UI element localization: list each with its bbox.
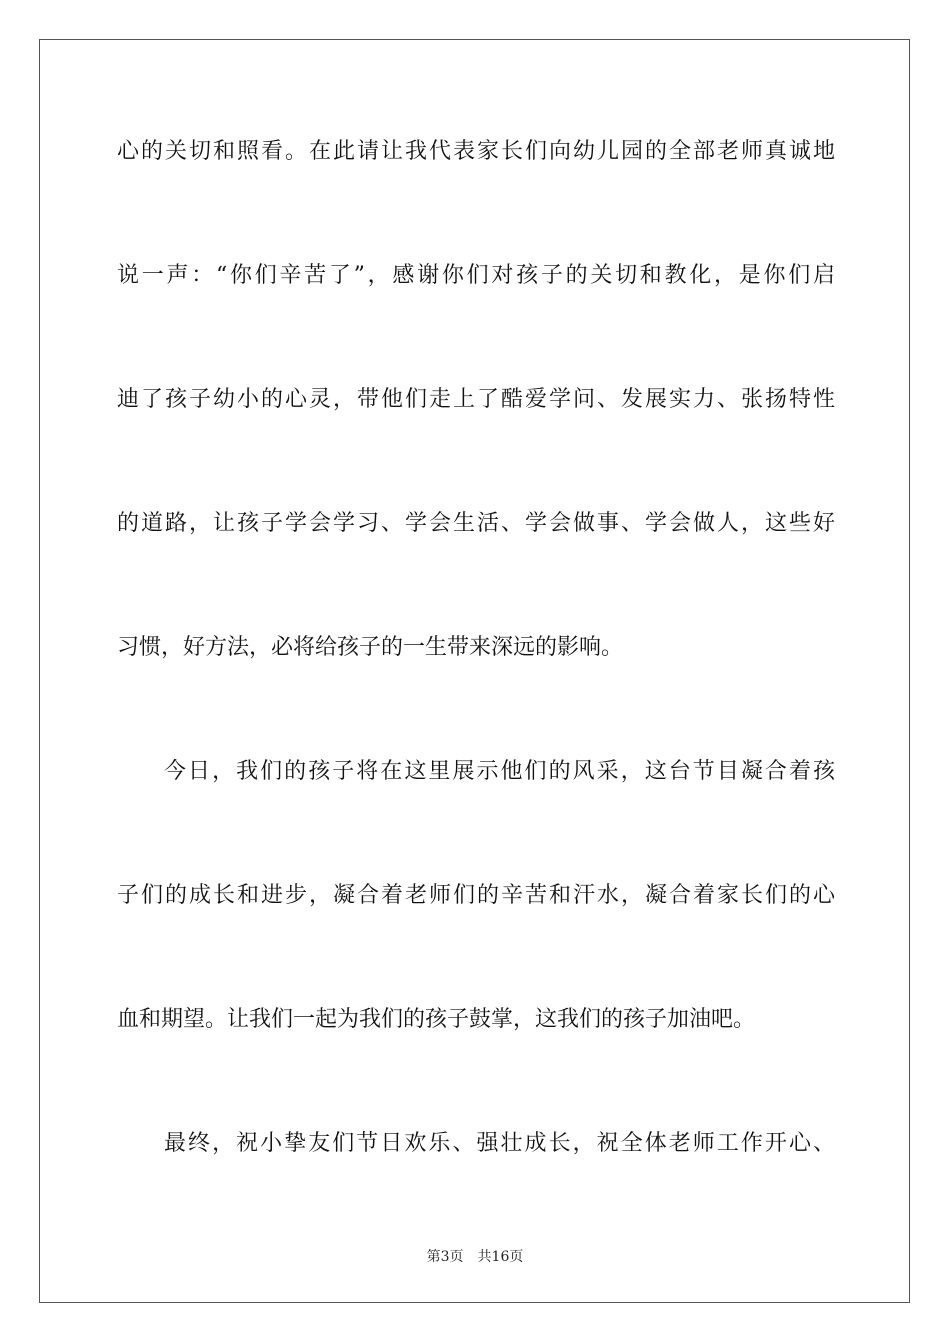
text-line-4: 的道路，让孩子学会学习、学会生活、学会做事、学会做人，这些好 bbox=[117, 511, 835, 536]
paragraph-start-line: 最终，祝小挚友们节日欢乐、强壮成长，祝全体老师工作开心、 bbox=[164, 1131, 835, 1156]
text-line-5: 习惯，好方法，必将给孩子的一生带来深远的影响。 bbox=[117, 635, 624, 660]
page-total: 共16页 bbox=[477, 1249, 524, 1265]
text-line-7: 子们的成长和进步，凝合着老师们的辛苦和汗水，凝合着家长们的心 bbox=[117, 883, 835, 908]
paragraph-start-line: 今日，我们的孩子将在这里展示他们的风采，这台节目凝合着孩 bbox=[164, 759, 835, 784]
text-line-3: 迪了孩子幼小的心灵，带他们走上了酷爱学问、发展实力、张扬特性 bbox=[117, 387, 835, 412]
text-line-1: 心的关切和照看。在此请让我代表家长们向幼儿园的全部老师真诚地 bbox=[117, 139, 835, 164]
page-footer bbox=[0, 1247, 950, 1267]
text-line-8: 血和期望。让我们一起为我们的孩子鼓掌，这我们的孩子加油吧。 bbox=[117, 1007, 756, 1032]
page-number: 第3页 bbox=[426, 1249, 464, 1265]
page-border bbox=[39, 39, 910, 1303]
text-line-2: 说一声：“你们辛苦了”，感谢你们对孩子的关切和教化，是你们启 bbox=[117, 263, 835, 288]
